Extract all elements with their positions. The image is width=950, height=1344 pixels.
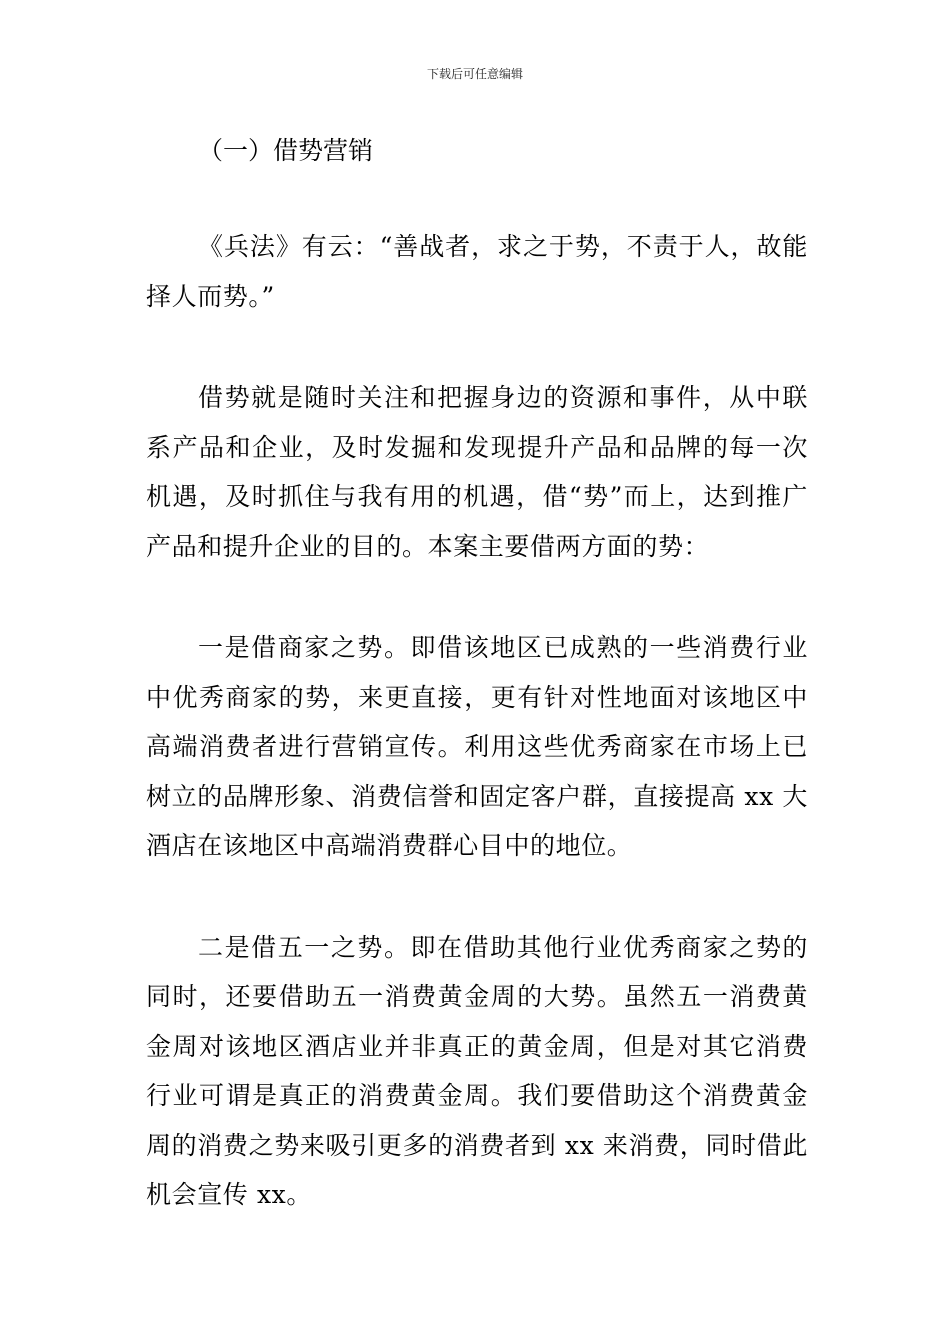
paragraph-merchant-momentum: 一是借商家之势。即借该地区已成熟的一些消费行业中优秀商家的势，来更直接，更有针对性地面对该地区中高端消费者进行营销宣传。利用这些优秀商家在市场上已树立的品牌形象、消费信誉和固定客户群，直接提高 xx 大酒店在该地区中高端消费群心目中的地位。 [146, 633, 808, 860]
document-body [146, 128, 808, 1220]
page-header: 下载后可任意编辑 [426, 67, 523, 81]
section-heading: （一）借势营销 [198, 136, 374, 165]
paragraph-quote: 《兵法》有云：“善战者，求之于势，不责于人，故能择人而势。” [146, 232, 808, 311]
paragraph-definition: 借势就是随时关注和把握身边的资源和事件，从中联系产品和企业，及时发掘和发现提升产品和品牌的每一次机遇，及时抓住与我有用的机遇，借“势”而上，达到推广产品和提升企业的目的。本案主要借两方面的势： [146, 383, 808, 561]
paragraph-mayday-momentum: 二是借五一之势。即在借助其他行业优秀商家之势的同时，还要借助五一消费黄金周的大势。虽然五一消费黄金周对该地区酒店业并非真正的黄金周，但是对其它消费行业可谓是真正的消费黄金周。我们要借助这个消费黄金周的消费之势来吸引更多的消费者到 xx 来消费，同时借此机会宣传 xx。 [146, 932, 808, 1209]
